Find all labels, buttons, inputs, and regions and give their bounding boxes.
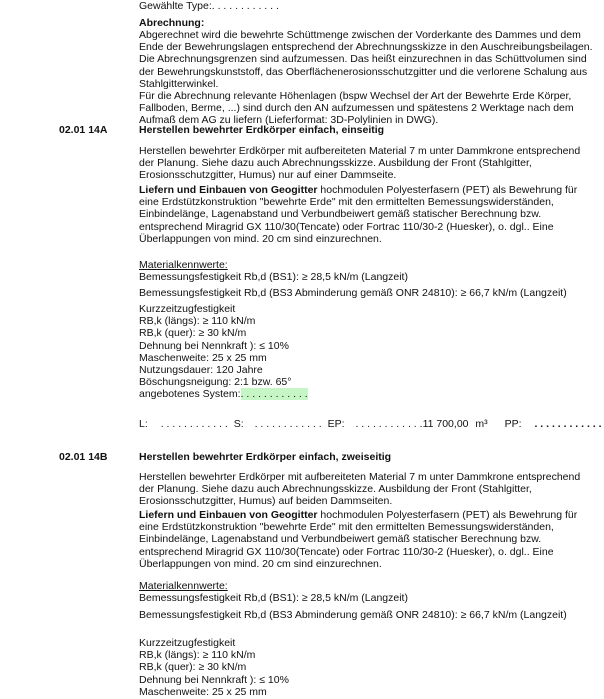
supply-bold: Liefern und Einbauen von Geogitter — [139, 184, 318, 196]
text-line: Ende der Bewehrungslagen entsprechend der Abrechnungsskizze in den Auschreibungsbeilagen. — [139, 41, 593, 54]
text-line: entsprechend Miragrid GX 110/30(Tencate) oder Fortrac 110/30-2 (Huesker), o. dgl.. Eine — [139, 220, 554, 233]
text-line — [139, 509, 577, 521]
text-line — [139, 184, 577, 196]
supply-first: hochmodulen Polyesterfasern (PET) als Bewehrung für — [317, 509, 578, 521]
item-description — [139, 145, 580, 182]
text-line: der Planung. Siehe dazu auch Abrechnungsskizze. Ausbildung der Front (Stahlgitter, — [139, 157, 532, 170]
material-heading: Materialkennwerte: — [139, 580, 228, 592]
text-line: Überlappungen von mind. 20 cm sind einzurechnen. — [139, 232, 382, 245]
unit: m³ — [475, 418, 488, 430]
item-title: Herstellen bewehrter Erdkörper einfach, einseitig — [139, 124, 385, 136]
material-heading: Materialkennwerte: — [139, 259, 228, 271]
ep-value[interactable]: . . . . . . . . . . . . — [355, 418, 423, 430]
text-line: Kurzzeitzugfestigkeit — [139, 303, 236, 315]
s-label: S: — [233, 418, 244, 430]
text-line: der Planung. Siehe dazu auch Abrechnungsskizze. Ausbildung der Front (Stahlgitter, — [139, 483, 532, 496]
billing-heading: Abrechnung: — [139, 17, 205, 29]
supply-text — [139, 509, 577, 570]
text-line: Maschenweite: 25 x 25 mm — [139, 351, 267, 364]
text-line: Erosionsschutzgitter, Humus) nur auf einer Dammseite. — [139, 169, 397, 182]
short-term-values — [139, 303, 308, 401]
selected-type-field: Gewählte Type:. . . . . . . . . . . . — [139, 0, 279, 12]
short-term-values — [139, 637, 289, 698]
text-line: Böschungsneigung: 2:1 bzw. 65° — [139, 376, 292, 389]
text-line: RB,k (quer): ≥ 30 kN/m — [139, 661, 247, 674]
supply-bold: Liefern und Einbauen von Geogitter — [139, 509, 318, 521]
supply-first: hochmodulen Polyesterfasern (PET) als Bewehrung für — [317, 184, 578, 196]
text-line: eine Erdstützkonstruktion "bewehrte Erde" mit den ermittelten Bemessungswiderständen, — [139, 521, 554, 534]
text-line: RB,k (längs): ≥ 110 kN/m — [139, 649, 256, 662]
strength-bs1: Bemessungsfestigkeit Rb,d (BS1): ≥ 28,5 kN/m (Langzeit) — [139, 592, 408, 604]
quantity: 11 700,00 — [422, 418, 469, 430]
item-code: 02.01 14A — [59, 124, 108, 136]
text-line: entsprechend Miragrid GX 110/30(Tencate) oder Fortrac 110/30-2 (Huesker), o. dgl.. Eine — [139, 545, 554, 558]
text-line: Einbindelänge, Lagenabstand und Verbundbeiwert gemäß statischer Berechnung bzw. — [139, 533, 542, 546]
text-line: Fallboden, Berme, ...) sind durch den AN aufzumessen und spätestens 2 Werktage nach dem — [139, 102, 574, 115]
measure-row — [139, 418, 602, 430]
pp-label: PP: — [504, 418, 522, 430]
text-line: Dehnung bei Nennkraft ): ≤ 10% — [139, 673, 289, 686]
text-line: Nutzungsdauer: 120 Jahre — [139, 364, 263, 377]
strength-bs3: Bemessungsfestigkeit Rb,d (BS3 Abminderung gemäß ONR 24810): ≥ 66,7 kN/m (Langzeit) — [139, 609, 567, 621]
text-line: Überlappungen von mind. 20 cm sind einzurechnen. — [139, 557, 382, 570]
l-label: L: — [139, 418, 148, 430]
billing-text — [139, 29, 593, 127]
text-line: RB,k (längs): ≥ 110 kN/m — [139, 315, 256, 328]
text-line: Erosionsschutzgitter, Humus) auf beiden Dammseiten. — [139, 495, 393, 508]
offered-system-row — [139, 388, 308, 400]
text-line: eine Erdstützkonstruktion "bewehrte Erde" mit den ermittelten Bemessungswiderständen, — [139, 196, 554, 209]
l-value[interactable]: . . . . . . . . . . . . — [160, 418, 228, 430]
text-line: der Bewehrungskunststoff, das Oberflächenerosionsschutzgitter und die verlorene Schalung aus — [139, 65, 588, 78]
text-line: Einbindelänge, Lagenabstand und Verbundbeiwert gemäß statischer Berechnung bzw. — [139, 208, 542, 221]
item-code: 02.01 14B — [59, 451, 108, 463]
offered-system-label: angebotenes System: — [139, 388, 241, 401]
text-line: Stahlgitterwinkel. — [139, 77, 219, 90]
text-line: RB,k (quer): ≥ 30 kN/m — [139, 327, 247, 340]
strength-bs3: Bemessungsfestigkeit Rb,d (BS3 Abminderung gemäß ONR 24810): ≥ 66,7 kN/m (Langzeit) — [139, 287, 567, 299]
strength-bs1: Bemessungsfestigkeit Rb,d (BS1): ≥ 28,5 kN/m (Langzeit) — [139, 271, 408, 283]
text-line: Die Abrechnungsgrenzen sind aufzumessen. Das heißt einzurechnen in das Schüttvolumen sind — [139, 53, 587, 66]
text-line: Dehnung bei Nennkraft ): ≤ 10% — [139, 339, 289, 352]
ep-label: EP: — [327, 418, 345, 430]
item-title: Herstellen bewehrter Erdkörper einfach, zweiseitig — [139, 451, 392, 463]
text-line: Aufmaß dem AG zu liefern (Lieferformat: 3D-Polylinien in DWG). — [139, 114, 439, 127]
text-line: Kurzzeitzugfestigkeit — [139, 637, 236, 649]
text-line: Abgerechnet wird die bewehrte Schüttmenge zwischen der Vorderkante des Dammes und dem — [139, 29, 581, 41]
s-value[interactable]: . . . . . . . . . . . . — [254, 418, 322, 430]
text-line: Herstellen bewehrter Erdkörper mit aufbereiteten Material 7 m unter Dammkrone entsprechend — [139, 471, 581, 483]
text-line: Herstellen bewehrter Erdkörper mit aufbereiteten Material 7 m unter Dammkrone entsprechend — [139, 145, 581, 157]
pp-value[interactable]: . . . . . . . . . . . . — [534, 418, 602, 430]
text-line: Maschenweite: 25 x 25 mm — [139, 685, 267, 698]
supply-text — [139, 184, 577, 245]
offered-system-input[interactable]: . . . . . . . . . . . . — [240, 388, 308, 401]
text-line: Für die Abrechnung relevante Höhenlagen (bspw Wechsel der Art der Bewehrte Erde Körper, — [139, 90, 572, 103]
item-description — [139, 471, 580, 508]
